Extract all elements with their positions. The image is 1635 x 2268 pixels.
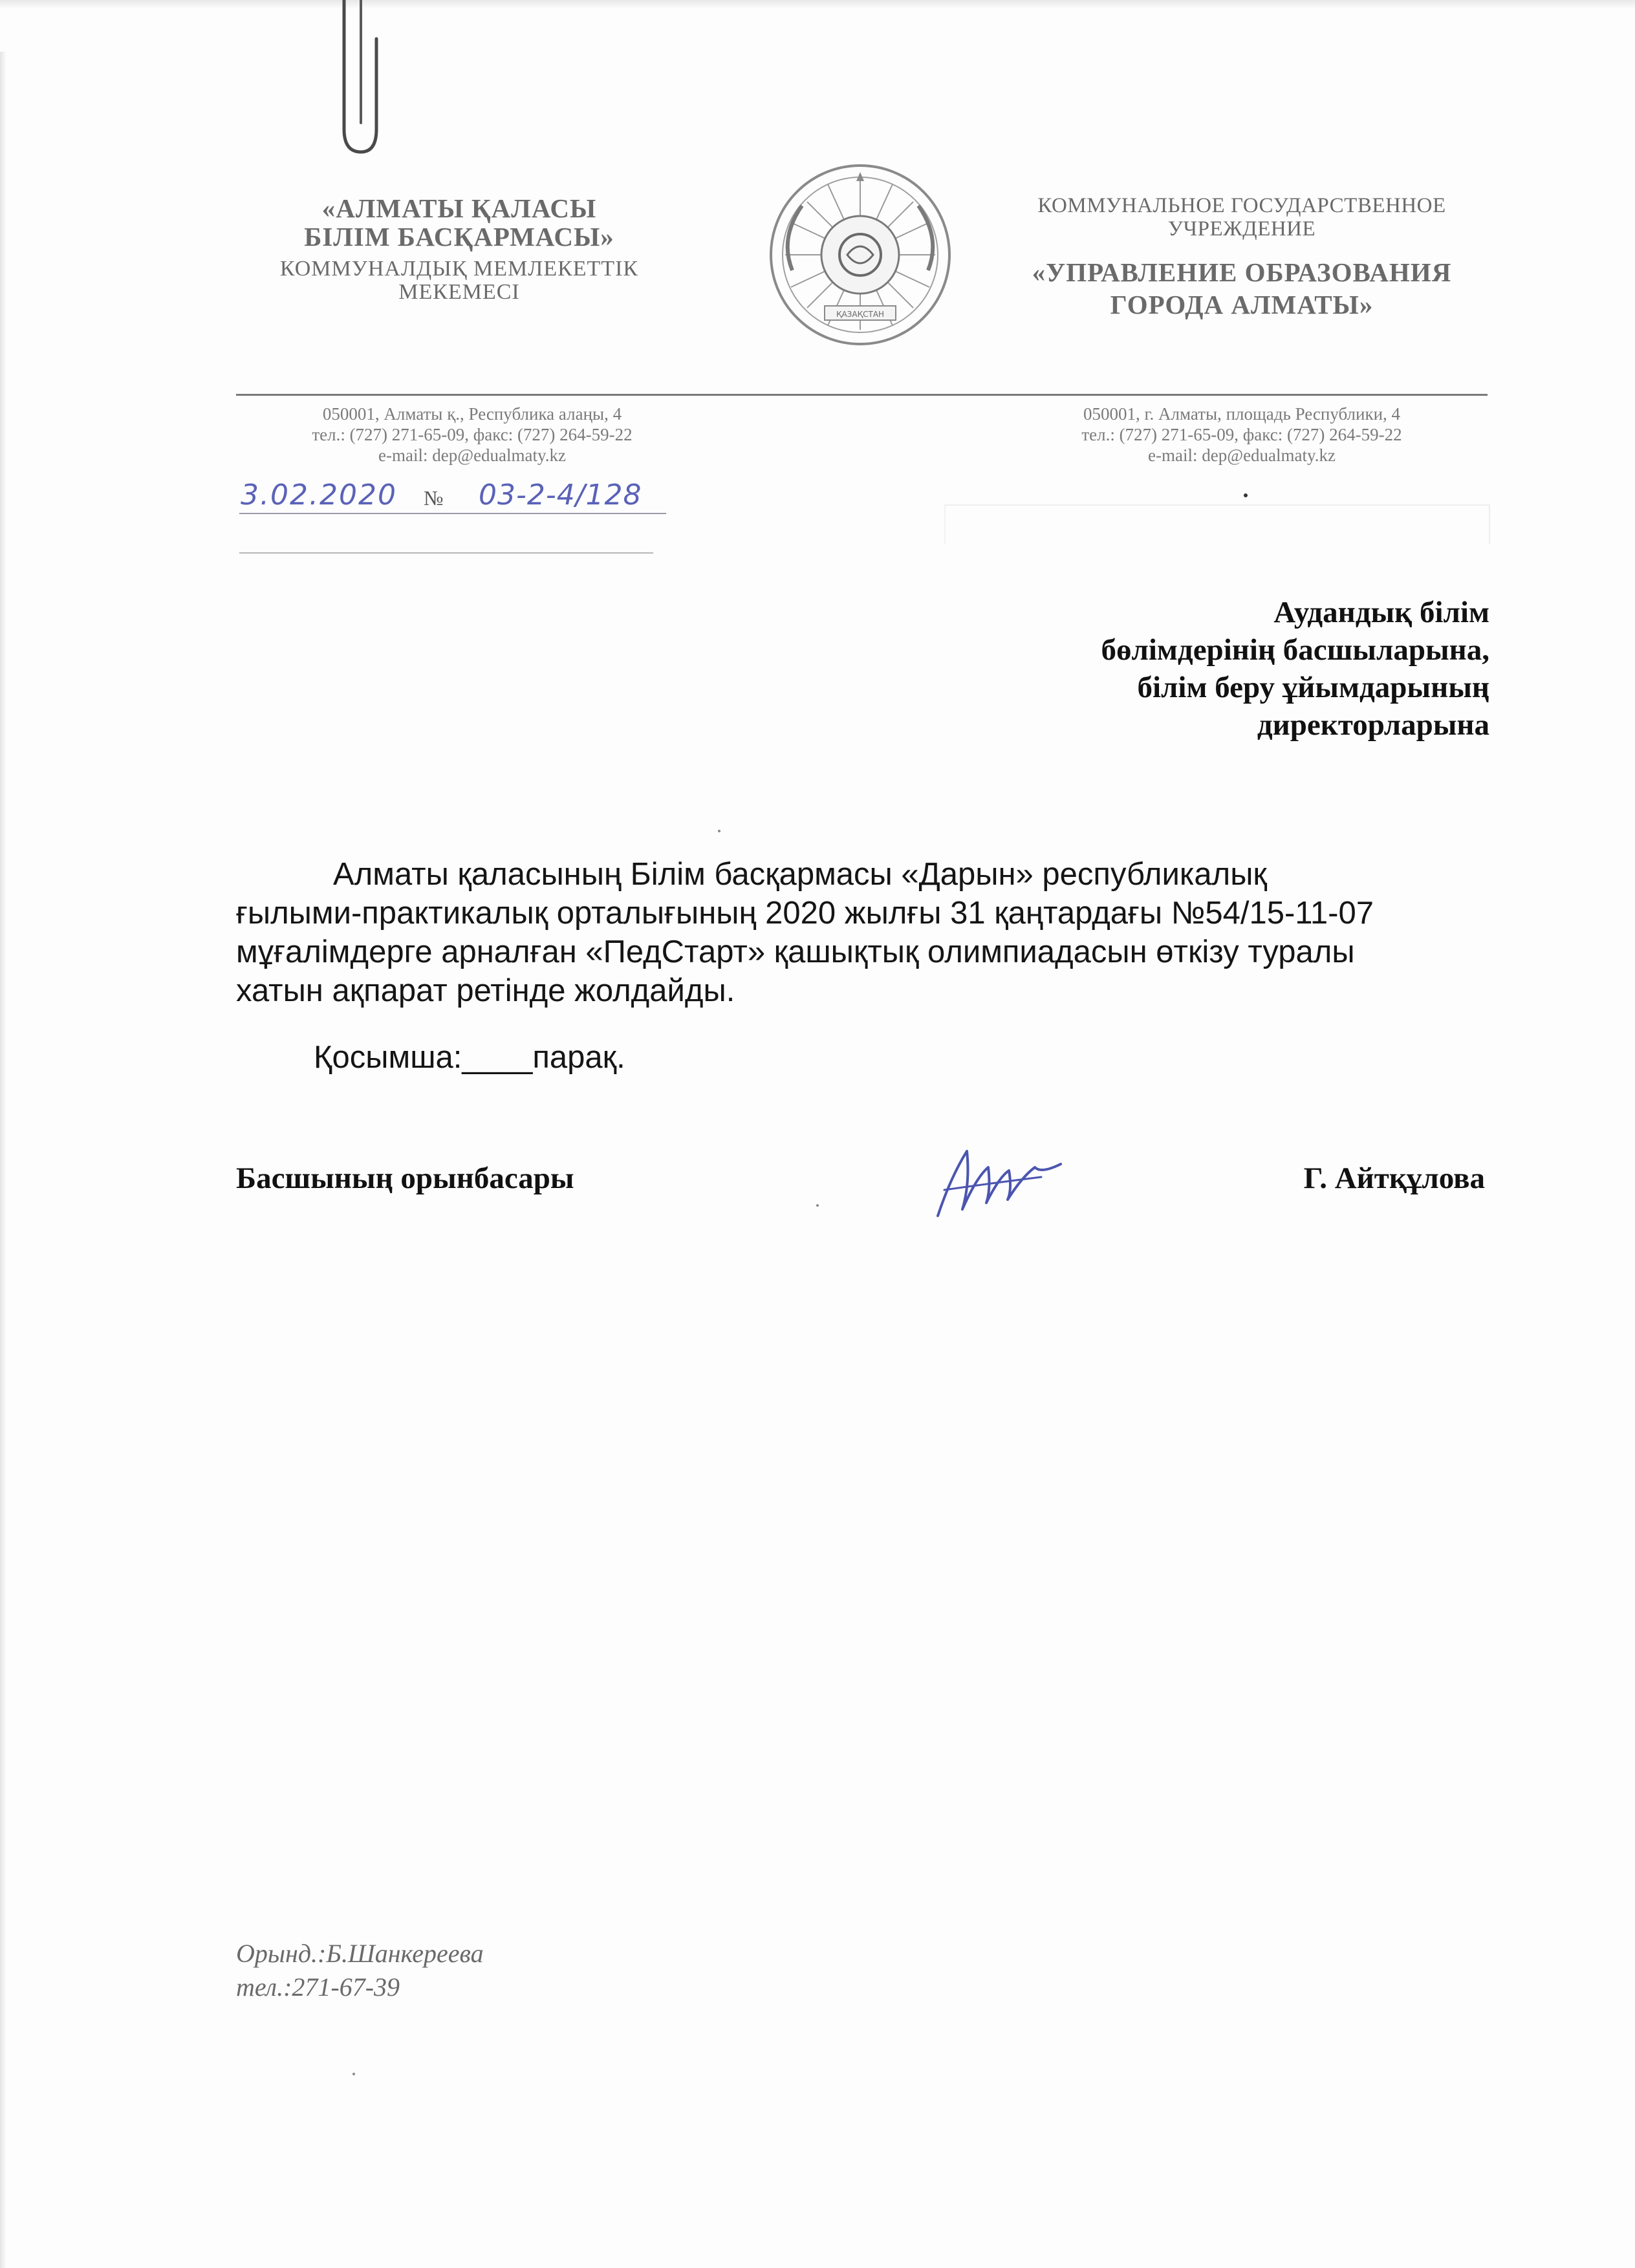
- addressee-block: [907, 594, 1489, 744]
- addressee-line4: директорларына: [1257, 708, 1489, 742]
- registration-number-label: №: [424, 486, 444, 510]
- org-type-line2: МЕКЕМЕСІ: [398, 280, 520, 304]
- org-name-ru-line1: «УПРАВЛЕНИЕ ОБРАЗОВАНИЯ: [1032, 257, 1452, 287]
- org-name-russian: [1009, 256, 1475, 321]
- header-right-russian: [1009, 194, 1475, 321]
- org-type-line1: КОММУНАЛДЫҚ МЕМЛЕКЕТТІК: [279, 257, 639, 281]
- speck: [718, 830, 720, 832]
- header-left-kazakh: [233, 194, 686, 304]
- org-name-kazakh: [233, 194, 686, 251]
- org-type-kazakh: [233, 257, 686, 304]
- executor-phone: тел.:271-67-39: [236, 1972, 400, 2002]
- address-russian: [1009, 404, 1475, 466]
- body-line1: Алматы қаласының Білім басқармасы «Дарын» республикалық: [333, 857, 1267, 892]
- address-line3: e-mail: dep@edualmaty.kz: [378, 446, 566, 465]
- signature-icon: [931, 1138, 1067, 1222]
- address-line1: 050001, Алматы қ., Республика алаңы, 4: [322, 404, 622, 424]
- org-type-ru-line2: УЧРЕЖДЕНИЕ: [1167, 217, 1316, 241]
- body-line3: мұғалімдерге арналған «ПедСтарт» қашықтық олимпиадасын өткізу туралы: [236, 934, 1355, 969]
- registration-number: 03-2-4/128: [479, 479, 642, 512]
- address-ru-line2: тел.: (727) 271-65-09, факс: (727) 264-59-22: [1081, 425, 1402, 444]
- org-type-ru-line1: КОММУНАЛЬНОЕ ГОСУДАРСТВЕННОЕ: [1037, 194, 1446, 217]
- address-kazakh: [246, 404, 698, 466]
- registration-underline: [239, 513, 666, 514]
- body-line4: хатын ақпарат ретінде жолдайды.: [236, 973, 735, 1008]
- speck: [1244, 493, 1248, 497]
- letter-body: [236, 855, 1491, 1010]
- addressee-line1: Аудандық білім: [1273, 596, 1489, 629]
- body-line2: ғылыми-практикалық орталығының 2020 жылғы 31 қаңтардағы №54/15-11-07: [236, 896, 1374, 931]
- scan-edge-top: [0, 0, 1635, 9]
- paperclip-icon: [304, 0, 388, 162]
- org-name-ru-line2: ГОРОДА АЛМАТЫ»: [1110, 290, 1374, 319]
- scan-edge-left: [0, 52, 6, 2268]
- org-type-russian: [1009, 194, 1475, 241]
- org-name-line1: «АЛМАТЫ ҚАЛАСЫ: [321, 193, 597, 223]
- addressee-line3: білім беру ұйымдарының: [1137, 671, 1489, 704]
- attachment-line: Қосымша:____парақ.: [314, 1040, 625, 1075]
- address-ru-line3: e-mail: dep@edualmaty.kz: [1148, 446, 1336, 465]
- state-emblem-icon: [766, 160, 954, 349]
- registration-date: 3.02.2020: [241, 479, 397, 512]
- executor-name: Орынд.:Б.Шанкереева: [236, 1939, 484, 1968]
- address-line2: тел.: (727) 271-65-09, факс: (727) 264-59-22: [312, 425, 633, 444]
- signatory-title: Басшының орынбасары: [236, 1161, 574, 1195]
- speck: [352, 2073, 355, 2075]
- emblem-label: ҚАЗАҚСТАН: [836, 310, 885, 319]
- address-ru-line1: 050001, г. Алматы, площадь Республики, 4: [1083, 404, 1401, 424]
- faint-box: [944, 504, 1490, 545]
- signatory-name: Г. Айтқұлова: [1303, 1161, 1485, 1195]
- registration-underline-2: [239, 552, 653, 554]
- addressee-line2: бөлімдерінің басшыларына,: [1101, 633, 1489, 667]
- speck: [816, 1204, 819, 1207]
- org-name-line2: БІЛІМ БАСҚАРМАСЫ»: [304, 222, 614, 252]
- header-divider: [236, 394, 1488, 396]
- executor-block: [236, 1937, 484, 2004]
